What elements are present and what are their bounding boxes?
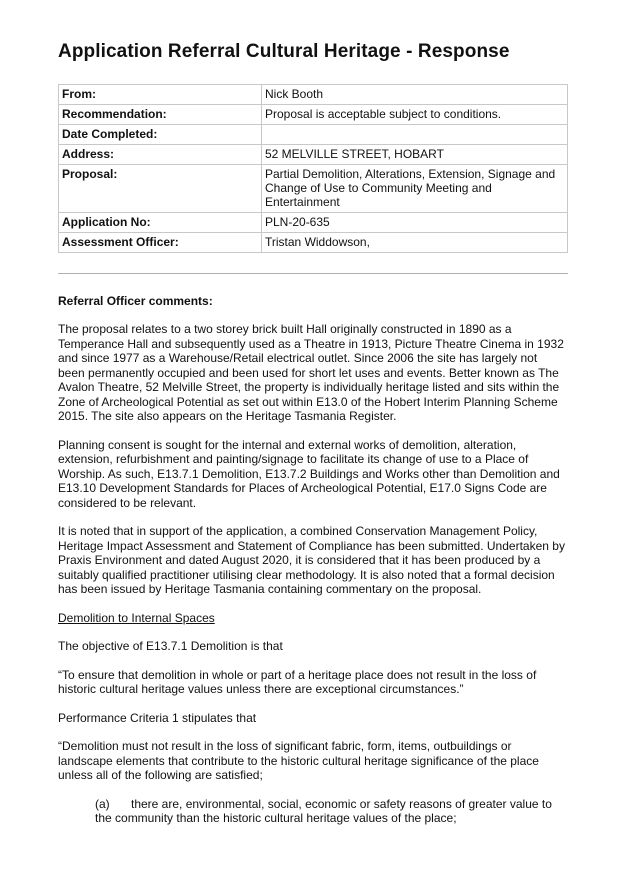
assessment-officer-value: Tristan Widdowson,	[262, 233, 568, 253]
date-completed-value	[262, 125, 568, 145]
document-title: Application Referral Cultural Heritage - Response	[58, 41, 510, 62]
from-label: From:	[59, 85, 262, 105]
paragraph-objective-quote: “To ensure that demolition in whole or part of a heritage place does not result in the loss of historic cultural heritage values unless there are exceptional circumstances.”	[58, 667, 537, 696]
table-row	[59, 145, 568, 165]
table-row	[59, 105, 568, 125]
paragraph-objective-intro: The objective of E13.7.1 Demolition is that	[58, 639, 283, 653]
table-row	[59, 125, 568, 145]
recommendation-label: Recommendation:	[59, 105, 262, 125]
table-row	[59, 85, 568, 105]
paragraph-criteria-intro: Performance Criteria 1 stipulates that	[58, 710, 257, 725]
table-row	[59, 233, 568, 253]
demolition-subheading: Demolition to Internal Spaces	[58, 610, 215, 625]
assessment-officer-label: Assessment Officer:	[59, 233, 262, 253]
address-value: 52 MELVILLE STREET, HOBART	[262, 145, 568, 165]
list-item-text: there are, environmental, social, economic or safety reasons of greater value to the community than the historic cultural heritage values of the place;	[95, 796, 552, 825]
proposal-value: Partial Demolition, Alterations, Extension, Signage and Change of Use to Community Meeting and Entertainment	[262, 165, 568, 213]
table-row	[59, 165, 568, 213]
paragraph-planning-consent: Planning consent is sought for the internal and external works of demolition, alteration, extension, refurbishment and painting/signage to facilitate its change of use to a Place of Worship. As such, E13.7.1 Demolition, E13.7.2 Buildings and Works other than Demolition and E13.10 Development Standards for Places of Archeological Potential, E17.0 Signs Code are considered to be relevant.	[58, 437, 560, 510]
from-value: Nick Booth	[262, 85, 568, 105]
paragraph-supporting-documents: It is noted that in support of the application, a combined Conservation Management Policy, Heritage Impact Assessment and Statement of Compliance has been submitted. Undertaken by Praxis Environment and dated August 2020, it is considered that it has been produced by a suitably qualified practitioner utilising clear methodology. It is also noted that a formal decision has been issued by Heritage Tasmania containing commentary on the proposal.	[58, 524, 565, 596]
referral-info-table	[58, 84, 568, 253]
paragraph-criteria-quote: “Demolition must not result in the loss of significant fabric, form, items, outbuildings or landscape elements that contribute to the historic cultural heritage significance of the place unless all of the following are satisfied;	[58, 739, 539, 782]
section-divider	[58, 273, 568, 274]
date-completed-label: Date Completed:	[59, 125, 262, 145]
table-row	[59, 213, 568, 233]
application-no-label: Application No:	[59, 213, 262, 233]
proposal-label: Proposal:	[59, 165, 262, 213]
paragraph-site-history: The proposal relates to a two storey brick built Hall originally constructed in 1890 as a Temperance Hall and subsequently used as a Theatre in 1913, Picture Theatre Cinema in 1932 and since 1977 as a Warehouse/Retail electrical outlet. Since 2006 the site has largely not been permanently occupied and been used for short let uses and events. Better known as The Avalon Theatre, 52 Melville Street, the property is individually heritage listed and sits within the Zone of Archeological Potential as set out within E13.0 of the Hobert Interim Planning Scheme 2015. The site also appears on the Heritage Tasmania Register.	[58, 322, 564, 423]
address-label: Address:	[59, 145, 262, 165]
list-item-marker: (a)	[95, 796, 110, 811]
list-item	[95, 797, 566, 826]
referral-comments-heading: Referral Officer comments:	[58, 294, 213, 308]
recommendation-value: Proposal is acceptable subject to conditions.	[262, 105, 568, 125]
application-no-value: PLN-20-635	[262, 213, 568, 233]
